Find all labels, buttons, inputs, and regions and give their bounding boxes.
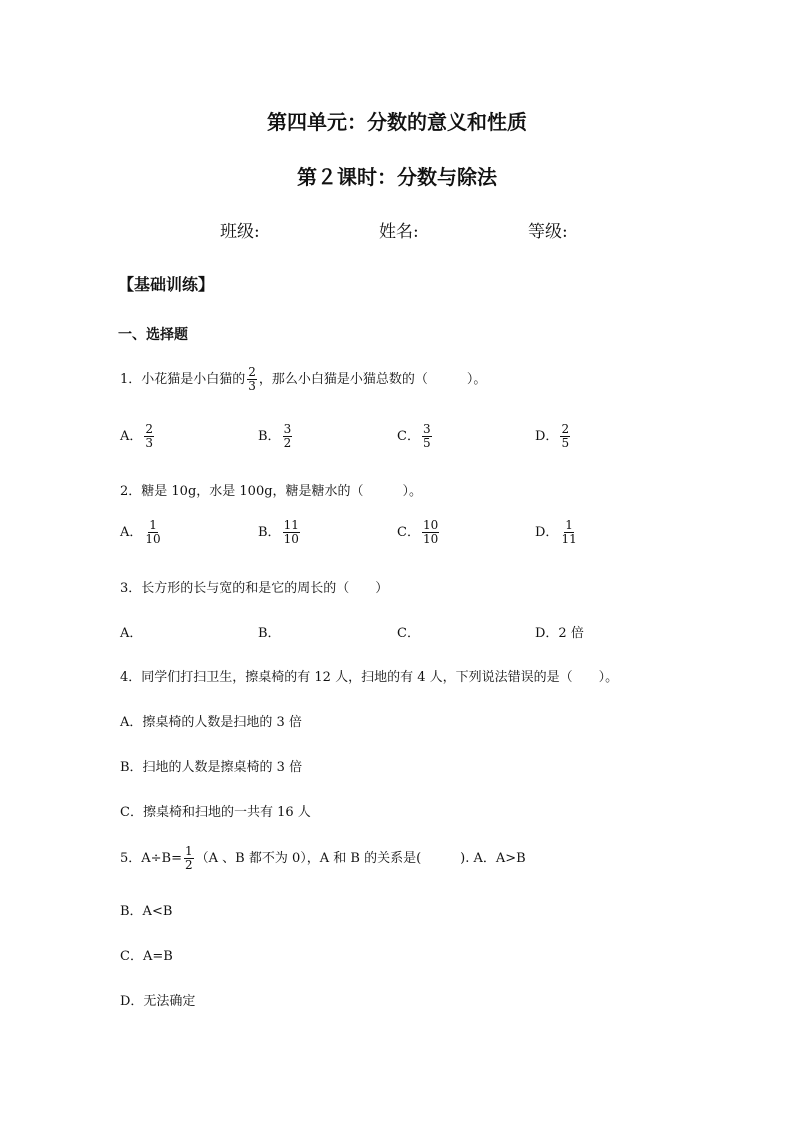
- class-label: 班级:: [220, 222, 260, 242]
- sub-heading: 一、选择题: [118, 327, 188, 343]
- fraction-numerator: 1: [565, 518, 573, 532]
- q2-option-d[interactable]: [535, 519, 580, 546]
- q5-option-d[interactable]: D．无法确定: [120, 994, 196, 1009]
- question-5-text-pre: 5．A÷B=: [120, 851, 182, 866]
- q3-option-a[interactable]: A．: [120, 626, 143, 641]
- fraction-numerator: 1: [149, 518, 157, 532]
- q4-option-c[interactable]: C．擦桌椅和扫地的一共有 16 人: [120, 805, 311, 820]
- question-4: 4．同学们打扫卫生，擦桌椅的有 12 人，扫地的有 4 人，下列说法错误的是（ ）。: [120, 670, 619, 685]
- option-label: B．: [258, 525, 281, 540]
- fraction: [560, 423, 570, 450]
- fraction-numerator: 3: [283, 422, 292, 436]
- fraction-denominator: 10: [145, 532, 161, 546]
- question-3: 3．长方形的长与宽的和是它的周长的（ ）: [120, 581, 389, 596]
- fraction-numerator: 2: [248, 365, 256, 379]
- q1-option-d[interactable]: [535, 423, 572, 450]
- q1-option-b[interactable]: [258, 423, 294, 450]
- option-label: D．: [535, 429, 559, 444]
- fraction-numerator: 2: [145, 422, 154, 436]
- q3-option-c[interactable]: C．: [397, 626, 420, 641]
- option-label: C．: [397, 525, 420, 540]
- question-1: [120, 366, 486, 393]
- name-label: 姓名:: [379, 222, 419, 242]
- fraction-numerator: 10: [422, 518, 439, 532]
- fraction-numerator: 3: [422, 422, 431, 436]
- fraction-denominator: 10: [422, 532, 439, 546]
- q4-option-a[interactable]: A．擦桌椅的人数是扫地的 3 倍: [120, 715, 302, 730]
- fraction: [283, 423, 293, 450]
- fraction-numerator: 2: [561, 422, 570, 436]
- q2-option-b[interactable]: [258, 519, 302, 546]
- fraction-denominator: 3: [248, 379, 256, 393]
- fraction: [247, 366, 257, 393]
- fraction-denominator: 2: [185, 858, 193, 872]
- fraction: [144, 519, 161, 546]
- q2-option-a[interactable]: [120, 519, 164, 546]
- fraction-denominator: 10: [283, 532, 299, 546]
- option-label: A．: [120, 525, 143, 540]
- q5-option-c[interactable]: C．A=B: [120, 949, 173, 964]
- q2-option-c[interactable]: [397, 519, 441, 546]
- fraction-denominator: 5: [422, 436, 431, 450]
- q1-option-a[interactable]: [120, 423, 156, 450]
- fraction-denominator: 11: [561, 532, 577, 546]
- question-1-text-post: ，那么小白猫是小猫总数的（ ）。: [258, 372, 487, 387]
- fraction: [422, 423, 432, 450]
- fraction-denominator: 5: [561, 436, 570, 450]
- fraction-numerator: 1: [185, 844, 193, 858]
- unit-title: 第四单元：分数的意义和性质: [267, 110, 527, 134]
- option-label: A．: [120, 429, 143, 444]
- option-label: D．: [535, 525, 559, 540]
- question-2: 2．糖是 10g，水是 100g，糖是糖水的（ ）。: [120, 484, 423, 499]
- question-5: [120, 845, 526, 872]
- fraction-denominator: 2: [283, 436, 292, 450]
- fraction: [560, 519, 577, 546]
- grade-label: 等级:: [528, 222, 568, 242]
- q1-option-c[interactable]: [397, 423, 434, 450]
- q3-option-b[interactable]: B．: [258, 626, 281, 641]
- q4-option-b[interactable]: B．扫地的人数是擦桌椅的 3 倍: [120, 760, 303, 775]
- fraction: [144, 423, 154, 450]
- fraction: [184, 845, 194, 872]
- q3-option-d[interactable]: D．2 倍: [535, 626, 584, 641]
- q5-option-b[interactable]: B．A<B: [120, 904, 173, 919]
- lesson-title: 第２课时：分数与除法: [297, 165, 497, 189]
- fraction: [283, 519, 300, 546]
- question-5-text-post: （A 、B 都不为 0），A 和 B 的关系是( ). A．A>B: [195, 851, 526, 866]
- section-heading: 【基础训练】: [118, 275, 215, 294]
- option-label: C．: [397, 429, 420, 444]
- fraction-numerator: 11: [283, 518, 299, 532]
- option-label: B．: [258, 429, 281, 444]
- fraction-denominator: 3: [145, 436, 154, 450]
- fraction: [422, 519, 439, 546]
- question-1-text-pre: 1．小花猫是小白猫的: [120, 372, 246, 387]
